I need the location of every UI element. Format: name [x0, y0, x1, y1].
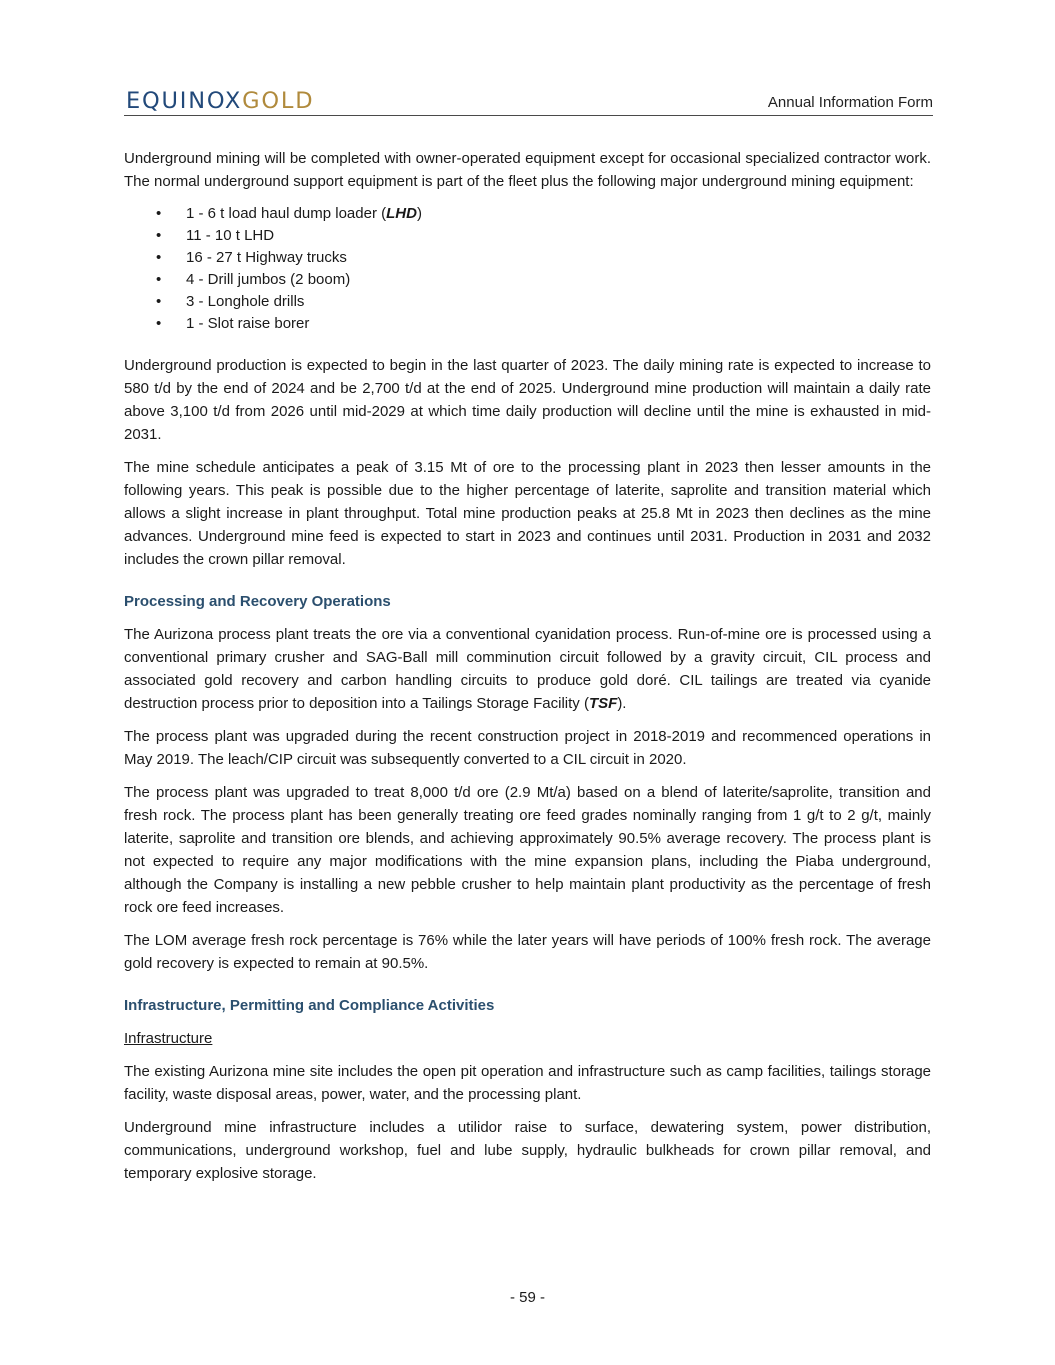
- infrastructure-paragraph-1: The existing Aurizona mine site includes the open pit operation and infrastructure such as camp facilities, tailings storage facility, waste disposal areas, power, water, and the processing plant.: [124, 1063, 931, 1103]
- page-number: - 59 -: [509, 1289, 545, 1306]
- equinox-gold-logo: [126, 88, 314, 114]
- logo-text-gold: GOLD: [242, 88, 315, 114]
- infrastructure-paragraph-2: Underground mine infrastructure includes a utilidor raise to surface, dewatering system, power distribution, communications, underground workshop, fuel and lube supply, hydraulic bulkheads for crown pillar removal, and temporary explosive storage.: [124, 1119, 931, 1182]
- abbreviation: TSF: [588, 695, 618, 712]
- list-item: • 1 - Slot raise borer: [124, 313, 931, 335]
- logo-text-equinox: EQUINOX: [126, 88, 243, 114]
- document-title: Annual Information Form: [767, 94, 933, 111]
- list-item: • 11 - 10 t LHD: [124, 225, 931, 247]
- list-item: • 16 - 27 t Highway trucks: [124, 247, 931, 269]
- bullet-icon: •: [156, 205, 162, 222]
- processing-paragraph-3: The process plant was upgraded to treat 8,000 t/d ore (2.9 Mt/a) based on a blend of laterite/saprolite, transition and fresh rock. The process plant has been generally treating ore feed grades nominally ranging from 1 g/t to 2 g/t, mainly laterite, saprolite and transition ore blends, and achieving approximately 90.5% average recovery. The process plant is not expected to require any major modifications with the mine expansion plans, including the Piaba underground, although the Company is installing a new pebble crusher to help maintain plant productivity as the percentage of fresh rock ore feed increases.: [124, 784, 931, 916]
- intro-paragraph: Underground mining will be completed with owner-operated equipment except for occasional specialized contractor work. The normal underground support equipment is part of the fleet plus the following major underground mining equipment:: [124, 150, 931, 190]
- processing-paragraph-4: The LOM average fresh rock percentage is 76% while the later years will have periods of 100% fresh rock. The average gold recovery is expected to remain at 90.5%.: [124, 932, 931, 972]
- bullet-icon: •: [156, 315, 162, 332]
- list-item: • 4 - Drill jumbos (2 boom): [124, 269, 931, 291]
- page-body: [124, 147, 931, 1195]
- bullet-icon: •: [156, 271, 162, 288]
- processing-heading: Processing and Recovery Operations: [124, 593, 391, 610]
- page-header: [124, 88, 933, 116]
- processing-paragraph-2: The process plant was upgraded during the recent construction project in 2018-2019 and recommenced operations in May 2019. The leach/CIP circuit was subsequently converted to a CIL circuit in 2020.: [124, 728, 931, 768]
- production-paragraph: Underground production is expected to begin in the last quarter of 2023. The daily mining rate is expected to increase to 580 t/d by the end of 2024 and be 2,700 t/d at the end of 2025. Underground mine production will maintain a daily rate above 3,100 t/d from 2026 until mid-2029 at which time daily production will decline until the mine is exhausted in mid-2031.: [124, 357, 931, 443]
- bullet-icon: •: [156, 293, 162, 310]
- infrastructure-heading: Infrastructure, Permitting and Compliance Activities: [124, 997, 495, 1014]
- abbreviation: LHD: [386, 205, 417, 222]
- processing-paragraph-1: The Aurizona process plant treats the ore via a conventional cyanidation process. Run-of-mine ore is processed using a conventional primary crusher and SAG-Ball mill comminution circuit followed by a gravity circuit, CIL process and associated gold recovery and carbon handling circuits to produce gold doré. CIL tailings are treated via cyanide destruction process prior to deposition into a Tailings Storage Facility (TSF).: [124, 626, 931, 712]
- infrastructure-subheading: Infrastructure: [124, 1030, 213, 1047]
- schedule-paragraph: The mine schedule anticipates a peak of 3.15 Mt of ore to the processing plant in 2023 then lesser amounts in the following years. This peak is possible due to the higher percentage of laterite, saprolite and transition material which allows a slight increase in plant throughput. Total mine production peaks at 25.8 Mt in 2023 then declines as the mine advances. Underground mine feed is expected to start in 2023 and continues until 2031. Production in 2031 and 2032 includes the crown pillar removal.: [124, 459, 931, 568]
- list-item: • 1 - 6 t load haul dump loader (LHD): [124, 203, 931, 225]
- bullet-icon: •: [156, 249, 162, 266]
- bullet-icon: •: [156, 227, 162, 244]
- list-item: • 3 - Longhole drills: [124, 291, 931, 313]
- equipment-list: [124, 203, 931, 335]
